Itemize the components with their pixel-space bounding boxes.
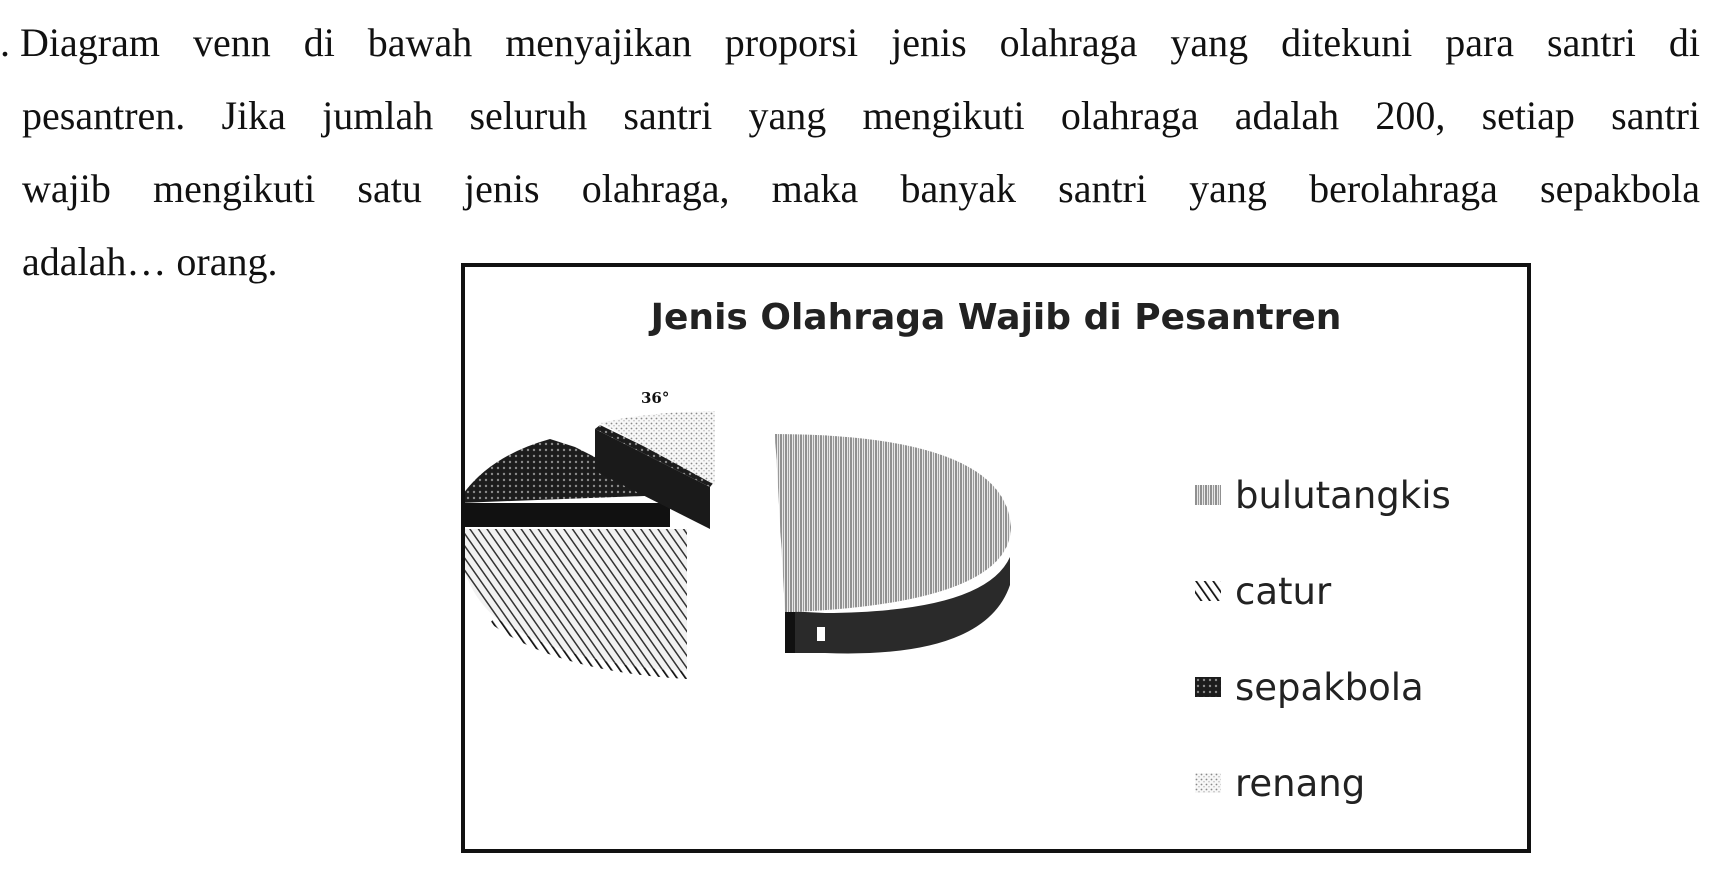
problem-line-1-body: Diagram venn di bawah menyajikan proporsi jenis olahraga yang ditekuni para santri di (20, 20, 1700, 65)
question-number: . (0, 20, 10, 65)
problem-line-4: adalah… orang. (22, 239, 278, 284)
slice-bulutangkis (775, 434, 1011, 653)
chart-title: Jenis Olahraga Wajib di Pesantren (650, 297, 1342, 338)
legend (1195, 447, 1451, 831)
legend-item-renang (1195, 735, 1451, 831)
slice-catur (465, 529, 687, 679)
legend-swatch-catur (1195, 581, 1221, 601)
problem-line-2: pesantren. Jika jumlah seluruh santri yang mengikuti olahraga adalah 200, setiap santri (22, 93, 1700, 138)
legend-swatch-sepakbola (1195, 677, 1221, 697)
legend-item-sepakbola (1195, 639, 1451, 735)
legend-label-renang: renang (1235, 761, 1366, 805)
problem-text (0, 6, 1700, 298)
legend-label-catur: catur (1235, 569, 1332, 613)
legend-swatch-renang (1195, 773, 1221, 793)
problem-line-3: wajib mengikuti satu jenis olahraga, maka banyak santri yang berolahraga sepakbola (22, 166, 1700, 211)
legend-label-sepakbola: sepakbola (1235, 665, 1424, 709)
problem-line-1 (0, 6, 1700, 79)
legend-swatch-bulutangkis (1195, 485, 1221, 505)
legend-item-bulutangkis (1195, 447, 1451, 543)
legend-item-catur (1195, 543, 1451, 639)
problem-line-1-text (0, 6, 1700, 79)
pie-chart-panel (461, 263, 1531, 853)
legend-label-bulutangkis: bulutangkis (1235, 473, 1451, 517)
angle-annotation: 36° (641, 389, 670, 407)
